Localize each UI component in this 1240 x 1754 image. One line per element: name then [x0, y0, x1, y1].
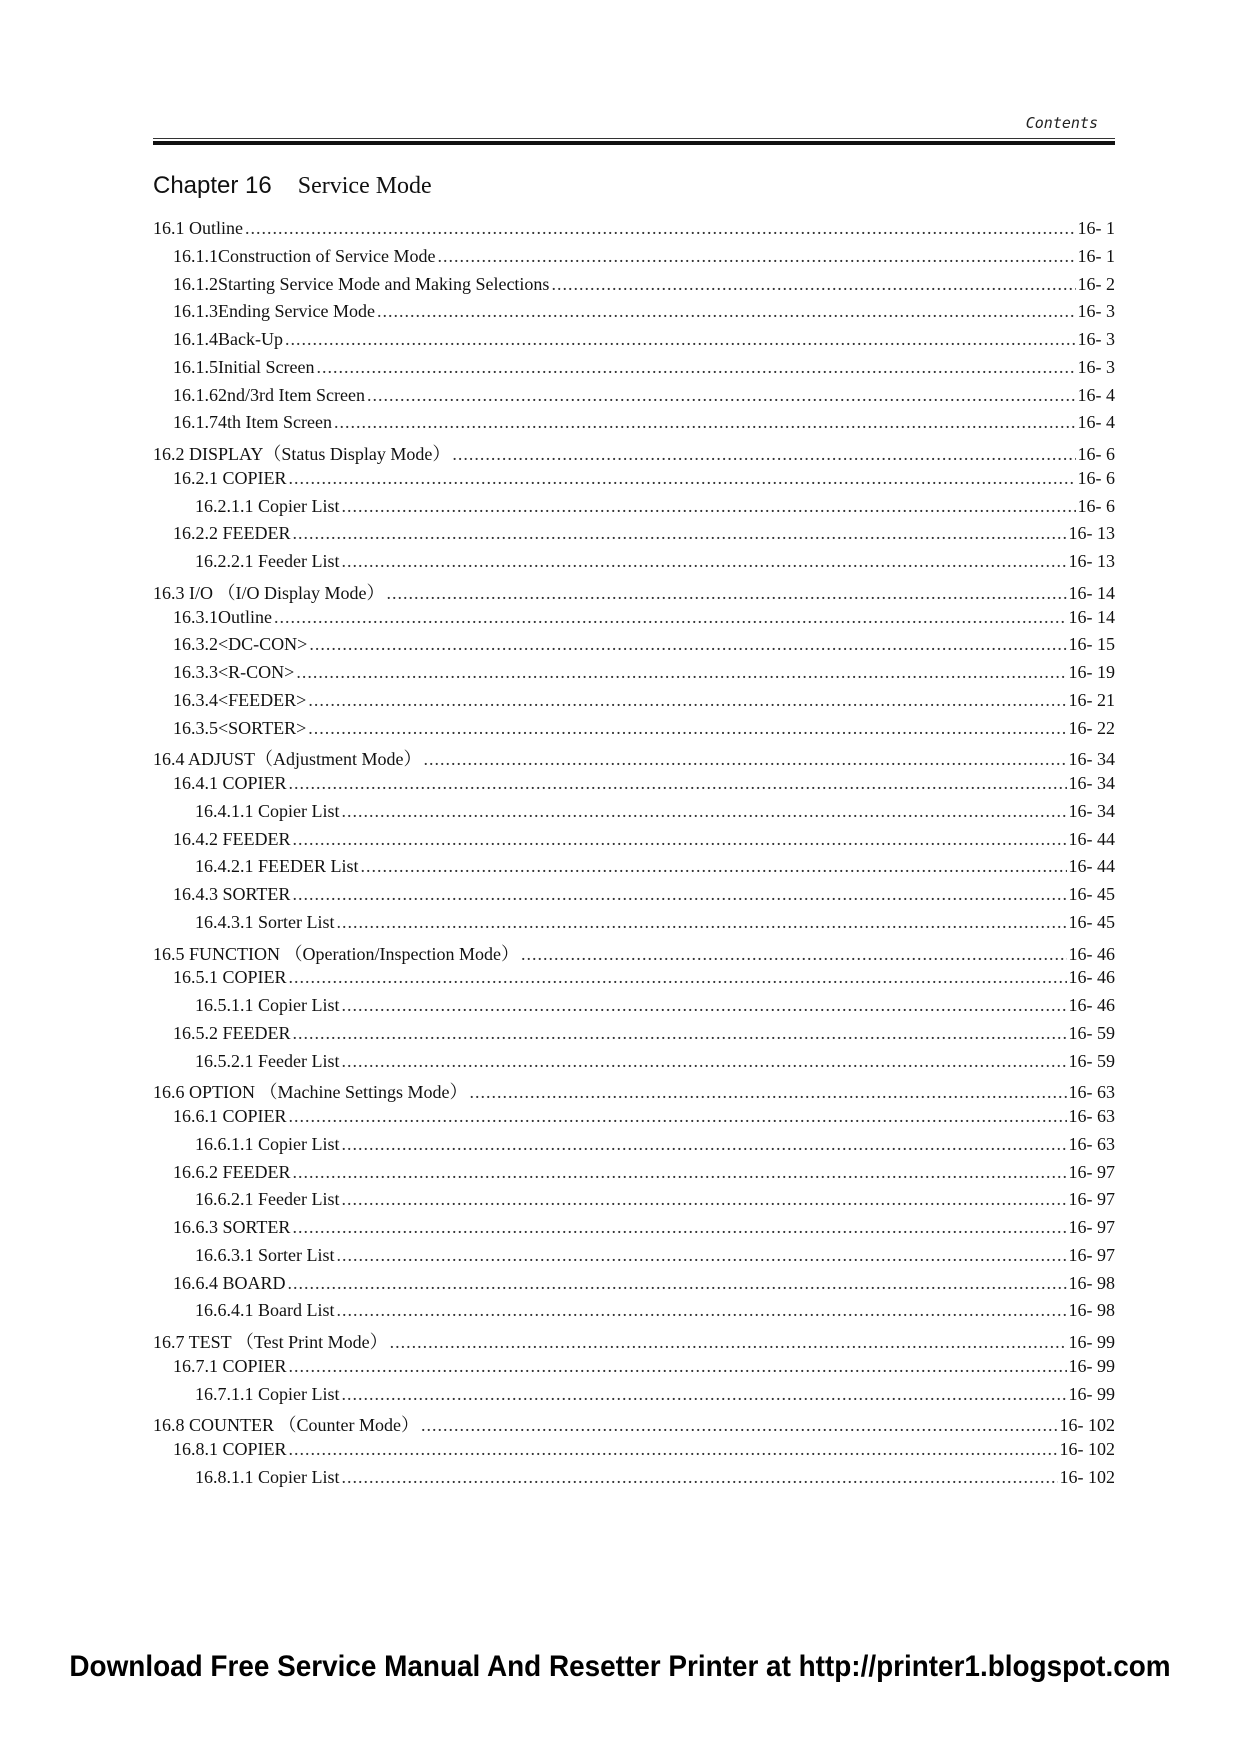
toc-entry-title: 16.8.1 COPIER [173, 1439, 287, 1459]
toc-leader-dots [337, 1245, 1067, 1266]
toc-leader-dots [421, 1415, 1058, 1436]
toc-entry-page: 16- 14 [1068, 606, 1115, 627]
toc-entry-title: 16.6.4 BOARD [173, 1272, 286, 1293]
toc-entry-page: 16- 4 [1077, 384, 1115, 405]
toc-entry [153, 995, 1115, 1023]
toc-entry-title: 16.3.2<DC-CON> [173, 634, 308, 655]
toc-entry-title: 16.6.2.1 Feeder List [195, 1189, 340, 1210]
toc-leader-dots [342, 496, 1076, 517]
toc-entry-page: 16- 6 [1077, 467, 1115, 488]
chapter-number: Chapter 16 [153, 172, 272, 199]
toc-entry-page: 16- 98 [1068, 1300, 1115, 1321]
toc-entry-title: 16.2.2.1 Feeder List [195, 551, 340, 571]
toc-entry-page: 16- 97 [1068, 1217, 1115, 1237]
toc-entry-title: 16.1.3Ending Service Mode [173, 301, 375, 322]
toc-leader-dots [424, 749, 1067, 770]
toc-entry-page: 16- 6 [1077, 495, 1115, 516]
toc-leader-dots [361, 856, 1067, 877]
toc-entry-page: 16- 59 [1068, 1022, 1115, 1043]
toc-leader-dots [521, 944, 1067, 965]
toc-entry-page: 16- 99 [1068, 1383, 1115, 1404]
toc-entry [153, 1023, 1115, 1051]
toc-entry [153, 1467, 1115, 1495]
toc-entry-title: 16.4.2 FEEDER [173, 828, 291, 849]
toc-entry-title: 16.6.1.1 Copier List [195, 1133, 340, 1154]
toc-leader-dots [386, 583, 1066, 604]
toc-entry-page: 16- 21 [1068, 689, 1115, 710]
toc-leader-dots [293, 523, 1067, 544]
toc-entry-page: 16- 1 [1077, 218, 1115, 238]
toc-leader-dots [437, 246, 1075, 267]
toc-entry [153, 1411, 1115, 1439]
header-rule-thick [153, 141, 1115, 145]
toc-entry-title: 16.7.1 COPIER [173, 1355, 287, 1376]
toc-entry [153, 523, 1115, 551]
toc-entry [153, 1189, 1115, 1217]
toc-entry-page: 16- 44 [1068, 828, 1115, 849]
toc-entry [153, 579, 1115, 607]
toc-entry-title: 16.4.2.1 FEEDER List [195, 856, 359, 877]
toc-entry-page: 16- 19 [1068, 662, 1115, 682]
toc-entry [153, 745, 1115, 773]
toc-entry-title: 16.1.74th Item Screen [173, 412, 332, 433]
toc-entry [153, 385, 1115, 413]
toc-leader-dots [296, 662, 1066, 683]
toc-entry-page: 16- 3 [1077, 356, 1115, 377]
toc-entry [153, 1384, 1115, 1412]
toc-entry-title: 16.4.3 SORTER [173, 884, 291, 904]
toc-entry [153, 912, 1115, 940]
toc-entry-title: 16.6.4.1 Board List [195, 1300, 335, 1321]
toc-leader-dots [390, 1332, 1067, 1353]
toc-leader-dots [292, 884, 1066, 905]
toc-entry-page: 16- 34 [1068, 773, 1115, 793]
toc-entry-title: 16.8.1.1 Copier List [195, 1466, 340, 1487]
toc-entry-page: 16- 99 [1068, 1355, 1115, 1376]
toc-leader-dots [288, 1273, 1067, 1294]
toc-entry-title: 16.3.3<R-CON> [173, 662, 295, 682]
toc-entry-title: 16.2.1 COPIER [173, 467, 287, 488]
toc-leader-dots [289, 1106, 1067, 1127]
toc-leader-dots [289, 773, 1067, 794]
toc-entry-page: 16- 45 [1068, 911, 1115, 932]
chapter-name: Service Mode [297, 173, 432, 199]
toc-entry [153, 634, 1115, 662]
toc-entry [153, 940, 1115, 968]
toc-leader-dots [342, 995, 1067, 1016]
toc-leader-dots [285, 329, 1076, 350]
toc-entry-title: 16.5 FUNCTION （Operation/Inspection Mode） [153, 943, 519, 964]
toc-entry-title: 16.6 OPTION （Machine Settings Mode） [153, 1082, 468, 1103]
toc-entry-page: 16- 45 [1068, 884, 1115, 904]
toc-entry-title: 16.3 I/O （I/O Display Mode） [153, 582, 385, 603]
toc-entry [153, 1300, 1115, 1328]
toc-entry-title: 16.6.3 SORTER [173, 1217, 291, 1237]
toc-entry-page: 16- 98 [1068, 1272, 1115, 1293]
toc-entry [153, 218, 1115, 246]
toc-leader-dots [452, 444, 1075, 465]
toc-entry-page: 16- 63 [1068, 1106, 1115, 1126]
toc-leader-dots [342, 1384, 1067, 1405]
toc-entry-page: 16- 102 [1059, 1415, 1115, 1436]
toc-leader-dots [342, 1467, 1058, 1488]
toc-entry-page: 16- 63 [1068, 1082, 1115, 1103]
toc-entry [153, 440, 1115, 468]
toc-leader-dots [367, 385, 1076, 406]
toc-leader-dots [293, 1023, 1067, 1044]
toc-entry-title: 16.4.1.1 Copier List [195, 800, 340, 821]
toc-entry-title: 16.2.2 FEEDER [173, 523, 291, 544]
toc-entry [153, 246, 1115, 274]
toc-leader-dots [469, 1082, 1066, 1103]
toc-entry [153, 773, 1115, 801]
toc-entry-title: 16.6.2 FEEDER [173, 1161, 291, 1182]
toc-leader-dots [289, 1356, 1067, 1377]
toc-entry-page: 16- 15 [1068, 634, 1115, 655]
toc-entry-title: 16.5.1 COPIER [173, 967, 287, 988]
toc-entry [153, 1273, 1115, 1301]
toc-entry-title: 16.3.1Outline [173, 606, 272, 627]
toc-leader-dots [289, 1439, 1058, 1460]
toc-entry-title: 16.3.5<SORTER> [173, 717, 307, 738]
toc-entry-title: 16.3.4<FEEDER> [173, 689, 307, 710]
chapter-title [153, 172, 432, 200]
toc-entry [153, 357, 1115, 385]
toc-entry-page: 16- 99 [1068, 1332, 1115, 1352]
toc-leader-dots [289, 967, 1067, 988]
toc-entry [153, 856, 1115, 884]
toc-entry [153, 829, 1115, 857]
toc-leader-dots [309, 634, 1066, 655]
toc-leader-dots [308, 690, 1066, 711]
toc-entry [153, 884, 1115, 912]
toc-entry-title: 16.5.2.1 Feeder List [195, 1050, 340, 1071]
toc-entry-page: 16- 13 [1068, 551, 1115, 571]
toc-entry [153, 662, 1115, 690]
toc-entry [153, 801, 1115, 829]
toc-leader-dots [341, 1051, 1066, 1072]
toc-entry-title: 16.1.2Starting Service Mode and Making Selections [173, 273, 550, 294]
toc-leader-dots [342, 1134, 1067, 1155]
toc-entry-page: 16- 1 [1077, 245, 1115, 266]
toc-leader-dots [551, 274, 1075, 295]
toc-entry-page: 16- 102 [1059, 1439, 1115, 1459]
toc-entry-page: 16- 97 [1068, 1244, 1115, 1265]
header-label: Contents [1025, 114, 1098, 132]
toc-entry [153, 967, 1115, 995]
toc-entry [153, 690, 1115, 718]
toc-entry-page: 16- 22 [1068, 717, 1115, 738]
toc-entry [153, 718, 1115, 746]
toc-entry-title: 16.6.1 COPIER [173, 1106, 287, 1126]
toc-entry-page: 16- 3 [1077, 301, 1115, 322]
toc-entry-page: 16- 3 [1077, 329, 1115, 349]
table-of-contents [153, 218, 1115, 1495]
toc-entry-page: 16- 46 [1068, 943, 1115, 964]
toc-entry-page: 16- 97 [1068, 1189, 1115, 1210]
toc-leader-dots [334, 412, 1076, 433]
toc-entry-page: 16- 34 [1068, 800, 1115, 821]
toc-entry-title: 16.4.1 COPIER [173, 773, 287, 793]
toc-entry-title: 16.7.1.1 Copier List [195, 1383, 340, 1404]
toc-entry-page: 16- 46 [1068, 995, 1115, 1015]
toc-entry-title: 16.1.4Back-Up [173, 329, 283, 349]
toc-leader-dots [293, 1162, 1067, 1183]
toc-leader-dots [274, 607, 1067, 628]
toc-entry-title: 16.5.1.1 Copier List [195, 995, 340, 1015]
toc-leader-dots [292, 1217, 1066, 1238]
toc-leader-dots [341, 551, 1066, 572]
toc-entry [153, 1051, 1115, 1079]
toc-entry-page: 16- 4 [1077, 412, 1115, 433]
toc-entry [153, 329, 1115, 357]
toc-entry-title: 16.2.1.1 Copier List [195, 495, 340, 516]
toc-entry-page: 16- 34 [1068, 749, 1115, 770]
toc-entry-title: 16.5.2 FEEDER [173, 1022, 291, 1043]
toc-entry-page: 16- 2 [1077, 273, 1115, 294]
toc-entry-page: 16- 13 [1068, 523, 1115, 544]
toc-entry-page: 16- 59 [1068, 1050, 1115, 1071]
footer-banner: Download Free Service Manual And Resetter Printer at http://printer1.blogspot.com [69, 1650, 1171, 1683]
toc-leader-dots [342, 801, 1067, 822]
toc-entry-title: 16.4 ADJUST（Adjustment Mode） [153, 749, 422, 770]
toc-leader-dots [377, 301, 1076, 322]
toc-entry-page: 16- 6 [1077, 444, 1115, 464]
toc-entry [153, 1356, 1115, 1384]
toc-entry [153, 468, 1115, 496]
toc-entry [153, 1078, 1115, 1106]
toc-entry [153, 1439, 1115, 1467]
toc-entry-page: 16- 102 [1059, 1466, 1115, 1487]
toc-entry [153, 1217, 1115, 1245]
toc-entry-page: 16- 63 [1068, 1133, 1115, 1154]
toc-entry-title: 16.6.3.1 Sorter List [195, 1244, 335, 1265]
toc-entry [153, 496, 1115, 524]
toc-entry [153, 1134, 1115, 1162]
toc-entry-page: 16- 97 [1068, 1161, 1115, 1182]
toc-entry [153, 1245, 1115, 1273]
toc-leader-dots [337, 1300, 1067, 1321]
toc-entry-title: 16.4.3.1 Sorter List [195, 911, 335, 932]
toc-entry-page: 16- 46 [1068, 967, 1115, 988]
toc-entry-title: 16.1.62nd/3rd Item Screen [173, 384, 365, 405]
toc-entry [153, 274, 1115, 302]
toc-entry-page: 16- 44 [1068, 856, 1115, 877]
toc-entry-page: 16- 14 [1068, 582, 1115, 603]
toc-entry-title: 16.7 TEST （Test Print Mode） [153, 1332, 388, 1352]
toc-entry-title: 16.8 COUNTER （Counter Mode） [153, 1415, 419, 1436]
toc-leader-dots [245, 218, 1076, 239]
toc-leader-dots [316, 357, 1075, 378]
toc-leader-dots [289, 468, 1076, 489]
toc-entry-title: 16.1.1Construction of Service Mode [173, 245, 436, 266]
toc-leader-dots [293, 829, 1067, 850]
toc-entry [153, 1328, 1115, 1356]
toc-entry [153, 607, 1115, 635]
toc-leader-dots [337, 912, 1067, 933]
toc-leader-dots [341, 1189, 1066, 1210]
toc-entry [153, 551, 1115, 579]
toc-entry-title: 16.1.5Initial Screen [173, 356, 315, 377]
toc-entry [153, 301, 1115, 329]
toc-entry-title: 16.2 DISPLAY（Status Display Mode） [153, 444, 451, 464]
header-rule-thin [153, 138, 1115, 139]
toc-entry [153, 412, 1115, 440]
toc-entry [153, 1162, 1115, 1190]
toc-leader-dots [308, 718, 1066, 739]
toc-entry [153, 1106, 1115, 1134]
toc-entry-title: 16.1 Outline [153, 218, 243, 238]
